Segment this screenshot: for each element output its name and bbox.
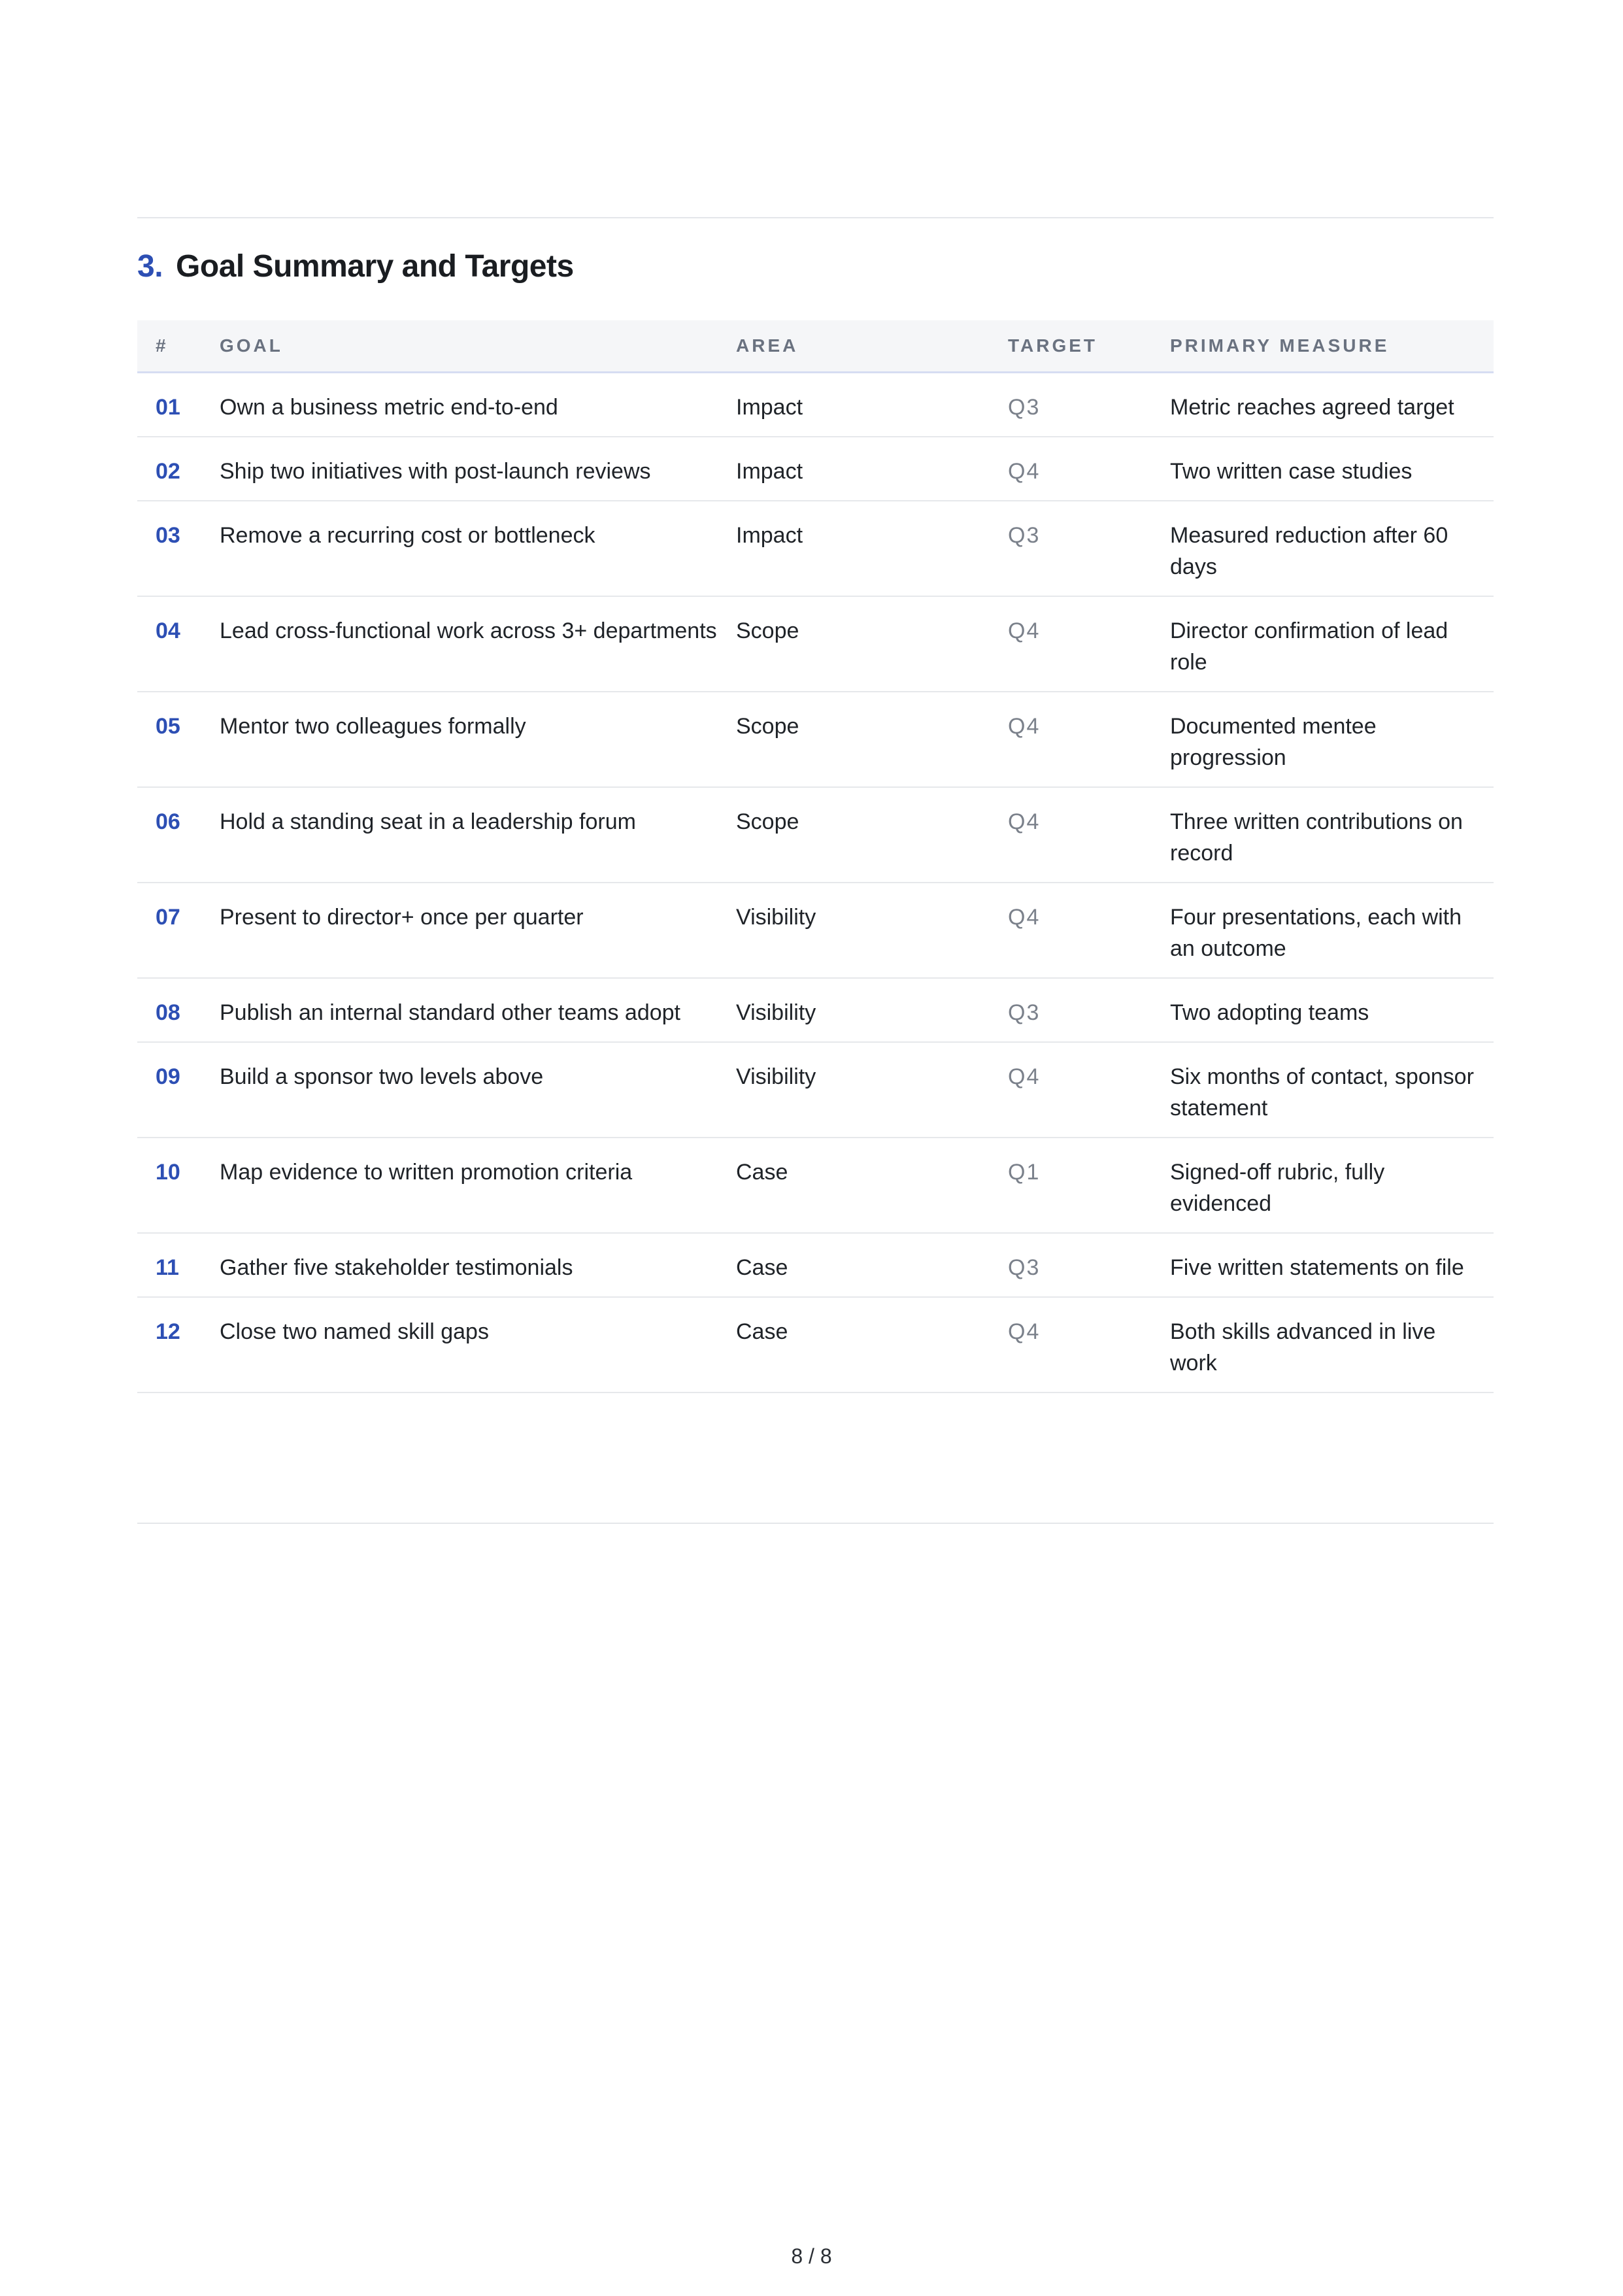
area-cell: Scope <box>736 596 1008 692</box>
goal-cell: Lead cross-functional work across 3+ departments <box>220 596 736 692</box>
goal-cell: Map evidence to written promotion criteria <box>220 1138 736 1233</box>
area-cell: Visibility <box>736 883 1008 978</box>
target-cell: Q4 <box>1008 692 1170 787</box>
column-header-target: TARGET <box>1008 320 1170 372</box>
table-row <box>137 501 1494 596</box>
target-cell: Q3 <box>1008 372 1170 437</box>
area-cell: Visibility <box>736 1042 1008 1138</box>
column-header-area: AREA <box>736 320 1008 372</box>
target-cell: Q4 <box>1008 883 1170 978</box>
table-row <box>137 1297 1494 1393</box>
section-number: 3. <box>137 249 163 284</box>
goal-number-cell: 05 <box>137 692 220 787</box>
goal-number-cell: 04 <box>137 596 220 692</box>
table-row <box>137 787 1494 883</box>
primary-measure-cell: Two adopting teams <box>1170 978 1494 1042</box>
goal-cell: Gather five stakeholder testimonials <box>220 1233 736 1297</box>
table-row <box>137 596 1494 692</box>
area-cell: Case <box>736 1138 1008 1233</box>
goal-number-cell: 06 <box>137 787 220 883</box>
primary-measure-cell: Metric reaches agreed target <box>1170 372 1494 437</box>
area-cell: Scope <box>736 787 1008 883</box>
goal-cell: Ship two initiatives with post-launch reviews <box>220 437 736 501</box>
goal-cell: Hold a standing seat in a leadership forum <box>220 787 736 883</box>
area-cell: Case <box>736 1233 1008 1297</box>
table-row <box>137 883 1494 978</box>
table-header-row <box>137 320 1494 372</box>
goal-number-cell: 09 <box>137 1042 220 1138</box>
section-heading <box>137 248 574 284</box>
area-cell: Impact <box>736 501 1008 596</box>
target-cell: Q4 <box>1008 1297 1170 1393</box>
goal-cell: Build a sponsor two levels above <box>220 1042 736 1138</box>
goal-cell: Own a business metric end-to-end <box>220 372 736 437</box>
primary-measure-cell: Measured reduction after 60 days <box>1170 501 1494 596</box>
goals-table <box>137 320 1494 1454</box>
goal-cell: Close two named skill gaps <box>220 1297 736 1393</box>
primary-measure-cell: Documented mentee progression <box>1170 692 1494 787</box>
primary-measure-cell: Five written statements on file <box>1170 1233 1494 1297</box>
goal-number-cell: 10 <box>137 1138 220 1233</box>
top-divider <box>137 217 1494 218</box>
section-title: Goal Summary and Targets <box>176 249 574 284</box>
goal-number-cell: 12 <box>137 1297 220 1393</box>
table-row <box>137 978 1494 1042</box>
target-cell: Q3 <box>1008 501 1170 596</box>
primary-measure-cell: Signed-off rubric, fully evidenced <box>1170 1138 1494 1233</box>
target-cell: Q3 <box>1008 1233 1170 1297</box>
goal-cell: Publish an internal standard other teams adopt <box>220 978 736 1042</box>
table-row <box>137 372 1494 437</box>
primary-measure-cell: Three written contributions on record <box>1170 787 1494 883</box>
bottom-divider <box>137 1523 1494 1524</box>
goal-number-cell: 02 <box>137 437 220 501</box>
target-cell: Q4 <box>1008 596 1170 692</box>
primary-measure-cell: Two written case studies <box>1170 437 1494 501</box>
target-cell: Q4 <box>1008 787 1170 883</box>
table-row <box>137 437 1494 501</box>
primary-measure-cell: Four presentations, each with an outcome <box>1170 883 1494 978</box>
primary-measure-cell: Six months of contact, sponsor statement <box>1170 1042 1494 1138</box>
goal-number-cell: 03 <box>137 501 220 596</box>
goal-cell: Mentor two colleagues formally <box>220 692 736 787</box>
goal-number-cell: 11 <box>137 1233 220 1297</box>
table-bottom-spacer <box>137 1393 1494 1454</box>
goal-cell: Present to director+ once per quarter <box>220 883 736 978</box>
column-header-goal: GOAL <box>220 320 736 372</box>
area-cell: Impact <box>736 437 1008 501</box>
table-row <box>137 1138 1494 1233</box>
column-header-primary-measure: PRIMARY MEASURE <box>1170 320 1494 372</box>
target-cell: Q3 <box>1008 978 1170 1042</box>
table-row <box>137 1233 1494 1297</box>
table-row <box>137 1042 1494 1138</box>
area-cell: Case <box>736 1297 1008 1393</box>
page-number: 8 / 8 <box>791 2244 832 2268</box>
table-row <box>137 692 1494 787</box>
goal-number-cell: 01 <box>137 372 220 437</box>
primary-measure-cell: Director confirmation of lead role <box>1170 596 1494 692</box>
goal-number-cell: 08 <box>137 978 220 1042</box>
target-cell: Q4 <box>1008 437 1170 501</box>
target-cell: Q4 <box>1008 1042 1170 1138</box>
area-cell: Scope <box>736 692 1008 787</box>
goal-cell: Remove a recurring cost or bottleneck <box>220 501 736 596</box>
column-header-number: # <box>137 320 220 372</box>
goal-number-cell: 07 <box>137 883 220 978</box>
primary-measure-cell: Both skills advanced in live work <box>1170 1297 1494 1393</box>
area-cell: Visibility <box>736 978 1008 1042</box>
target-cell: Q1 <box>1008 1138 1170 1233</box>
area-cell: Impact <box>736 372 1008 437</box>
